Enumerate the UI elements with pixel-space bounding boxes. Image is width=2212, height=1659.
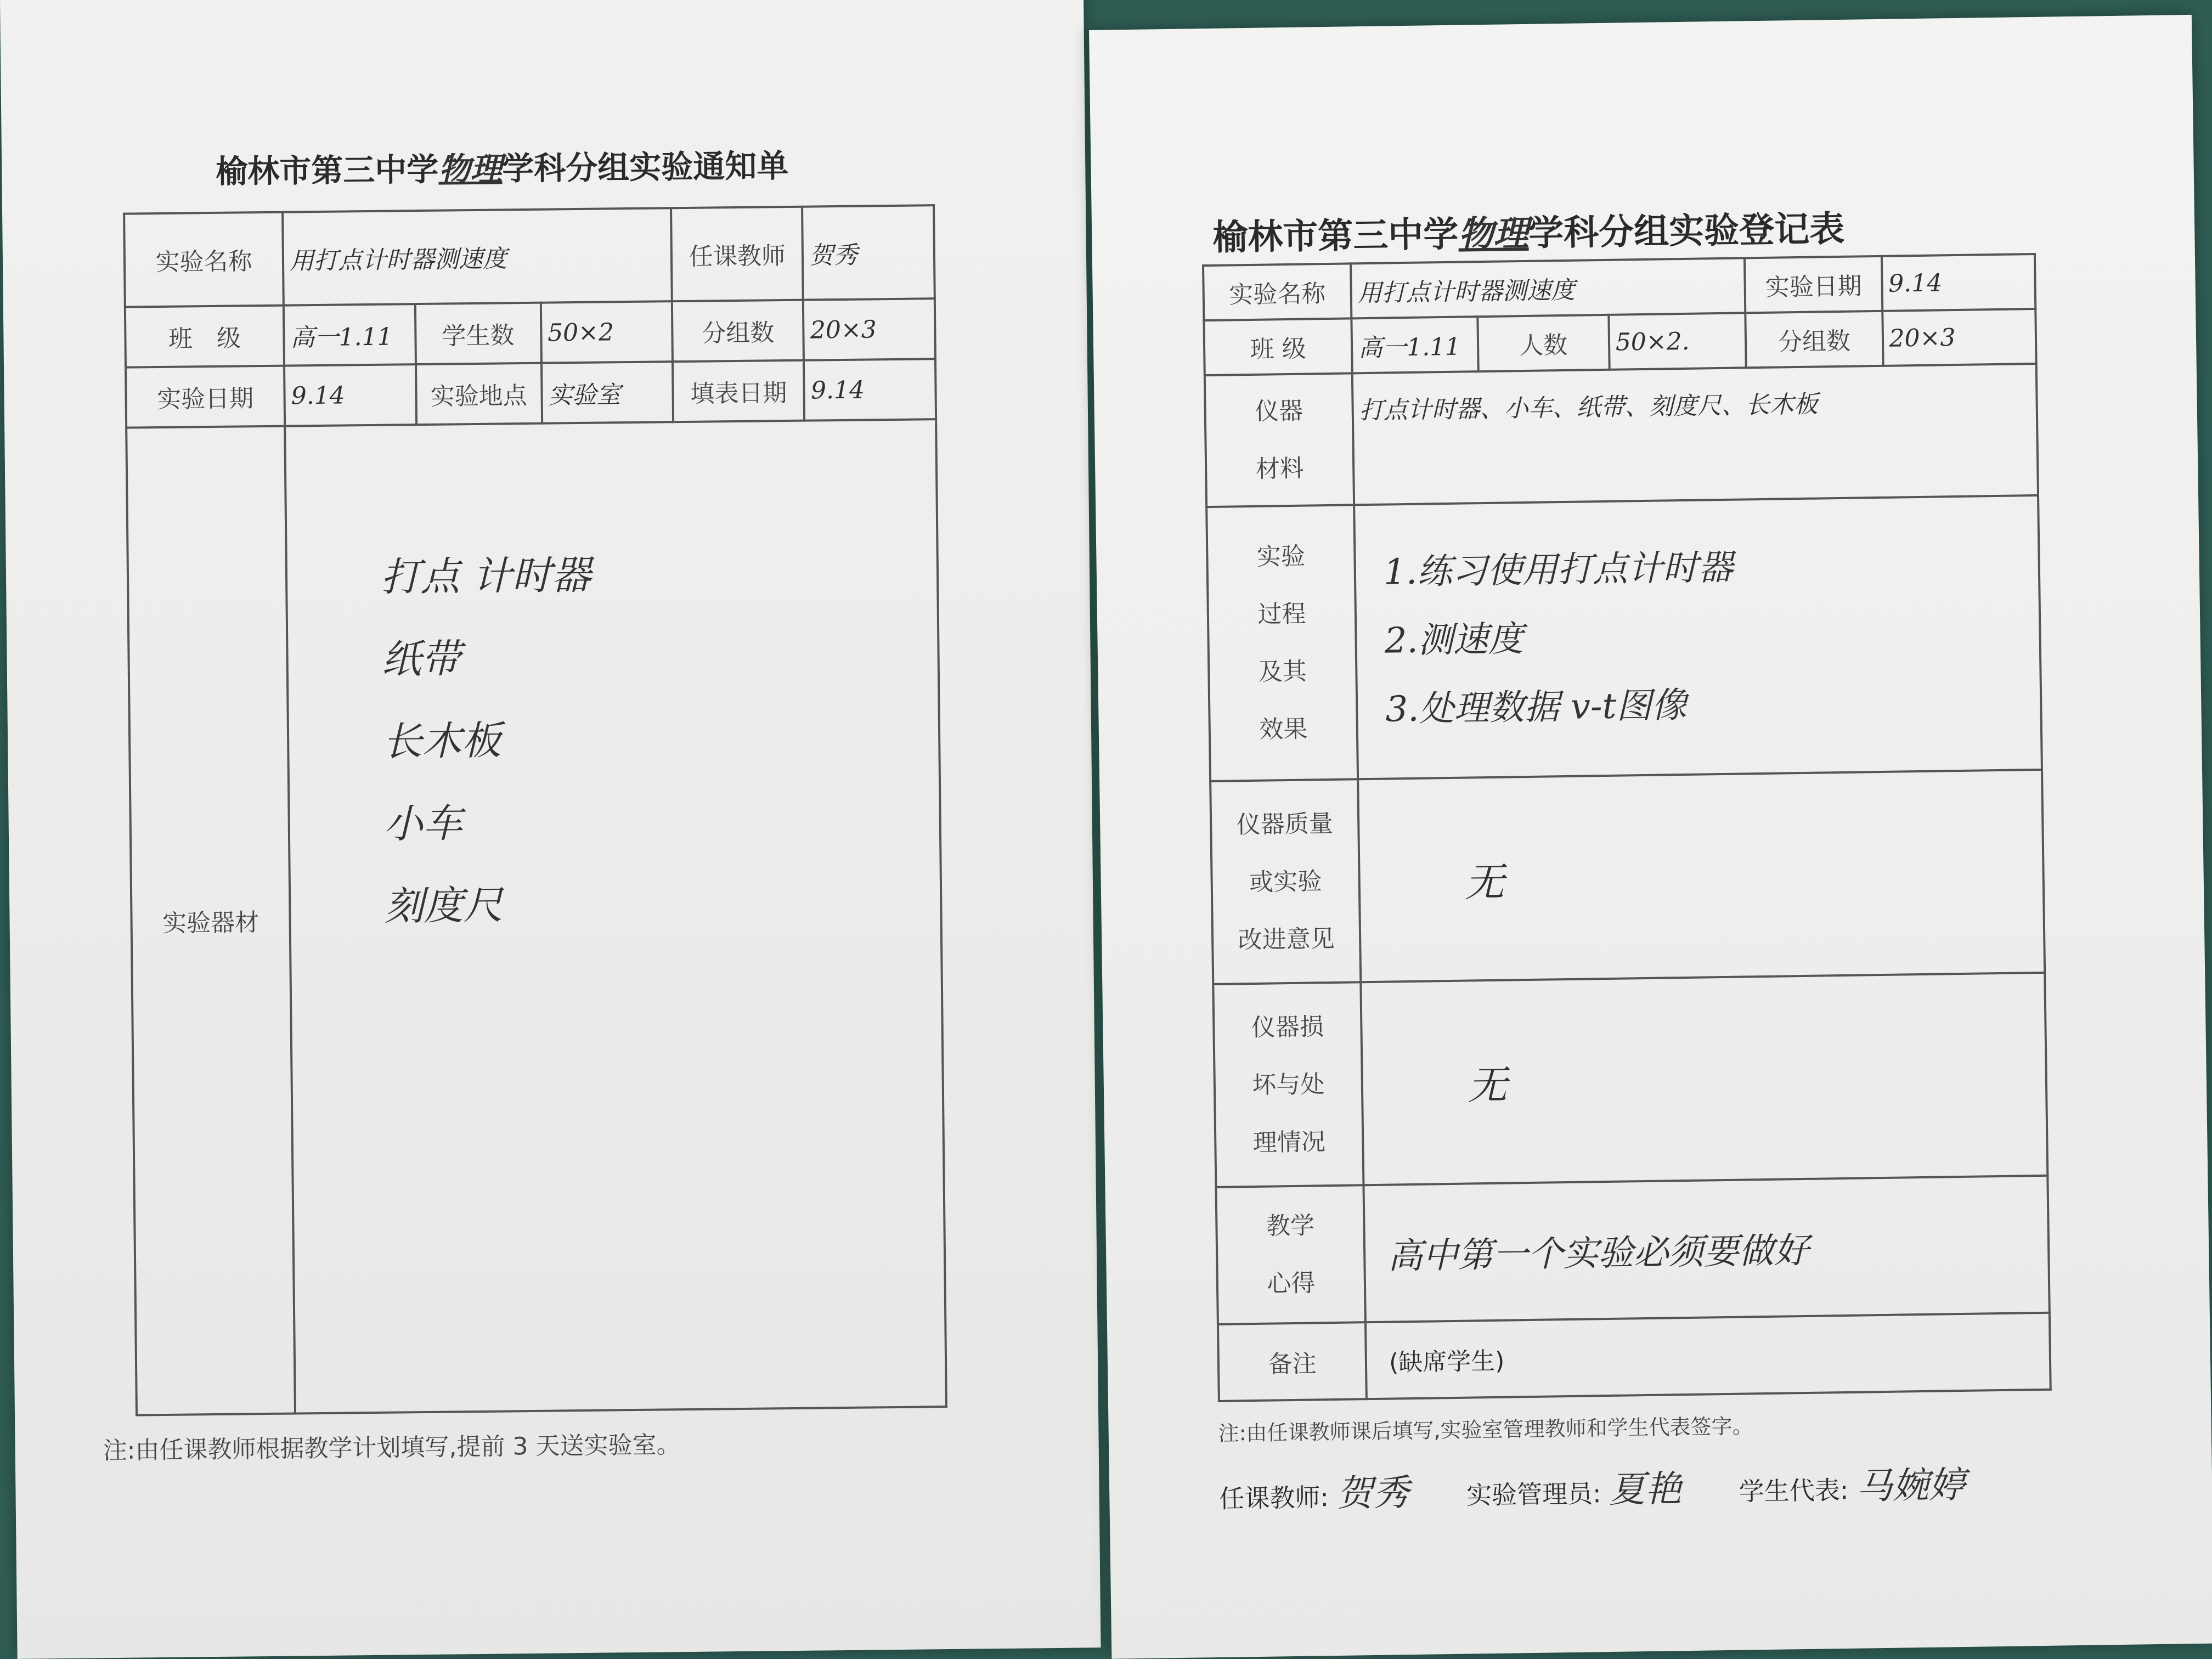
- admin-sig-label: 实验管理员:: [1466, 1479, 1601, 1510]
- teacher-sig-label: 任课教师:: [1219, 1482, 1329, 1514]
- value-exp-name: 用打点计时器测速度: [283, 208, 672, 305]
- equipment-item: 纸带: [381, 635, 461, 682]
- notice-sheet: [0, 0, 1101, 1659]
- label-insight: [1216, 1185, 1365, 1324]
- label-fill-date: 填表日期: [673, 360, 804, 422]
- label-line: 仪器: [1254, 397, 1304, 426]
- label-line: 坏与处: [1252, 1070, 1325, 1099]
- label-line: 效果: [1259, 715, 1308, 744]
- title-prefix: 榆林市第三中学: [1212, 214, 1459, 258]
- title-suffix: 学科分组实验通知单: [501, 146, 789, 188]
- label-equipment: 实验器材: [126, 426, 295, 1415]
- register-sheet: [1089, 15, 2212, 1659]
- label-remarks: 备注: [1218, 1322, 1367, 1401]
- value-exp-name: 用打点计时器测速度: [1351, 258, 1746, 318]
- label-quality: [1210, 779, 1361, 984]
- label-location: 实验地点: [416, 363, 542, 425]
- label-line: 材料: [1255, 454, 1305, 483]
- label-exp-name: 实验名称: [1203, 263, 1351, 320]
- process-step: 3.处理数据 v-t图像: [1385, 685, 1687, 730]
- value-instruments: 打点计时器、小车、纸带、刻度尺、长木板: [1352, 364, 2038, 505]
- label-teacher: 任课教师: [671, 207, 803, 301]
- register-table: [1202, 253, 2052, 1402]
- value-people: 50×2.: [1609, 313, 1746, 369]
- value-process: [1354, 495, 2042, 779]
- label-damage: [1213, 982, 1363, 1187]
- notice-title: [216, 140, 789, 192]
- value-teacher: 贺秀: [802, 205, 934, 300]
- label-line: 理情况: [1252, 1127, 1326, 1157]
- value-date: 9.14: [284, 364, 416, 426]
- process-step: 2.测速度: [1384, 619, 1524, 662]
- label-line: 过程: [1257, 600, 1306, 629]
- value-location: 实验室: [541, 362, 674, 424]
- value-damage: 无: [1361, 973, 2047, 1185]
- teacher-signature: 贺秀: [1336, 1471, 1409, 1515]
- title-subject: 物理: [438, 150, 503, 188]
- value-groups: 20×3: [1882, 309, 2036, 366]
- process-step: 1.练习使用打点计时器: [1383, 547, 1734, 593]
- value-exp-date: 9.14: [1881, 254, 2035, 311]
- value-class: 高一1.11: [1351, 317, 1478, 373]
- label-line: 仪器质量: [1236, 809, 1334, 839]
- label-students: 学生数: [415, 303, 541, 364]
- value-remarks: (缺席学生): [1365, 1313, 2051, 1399]
- label-line: 实验: [1256, 542, 1306, 571]
- label-instruments: [1205, 373, 1354, 507]
- value-students: 50×2: [541, 301, 673, 363]
- title-subject: 物理: [1458, 212, 1529, 255]
- signature-row: [1219, 1455, 1966, 1518]
- label-line: 或实验: [1249, 867, 1322, 896]
- title-prefix: 榆林市第三中学: [215, 150, 439, 190]
- label-groups: 分组数: [672, 300, 804, 362]
- equipment-item: 长木板: [382, 717, 501, 765]
- value-fill-date: 9.14: [804, 359, 936, 421]
- value-quality: 无: [1358, 770, 2045, 982]
- title-suffix: 学科分组实验登记表: [1528, 208, 1845, 254]
- label-exp-date: 实验日期: [1745, 256, 1882, 313]
- value-class: 高一1.11: [284, 304, 416, 366]
- label-exp-name: 实验名称: [124, 212, 284, 307]
- equipment-list: [285, 419, 946, 1413]
- label-people: 人数: [1477, 315, 1610, 371]
- notice-note: 注:由任课教师根据教学计划填写,提前 3 天送实验室。: [103, 1431, 681, 1465]
- student-signature: 马婉婷: [1856, 1463, 1966, 1508]
- equipment-item: 刻度尺: [384, 882, 503, 929]
- label-line: 心得: [1267, 1269, 1316, 1298]
- label-line: 仪器损: [1251, 1012, 1324, 1042]
- admin-signature: 夏艳: [1609, 1468, 1682, 1511]
- value-insight: 高中第一个实验必须要做好: [1364, 1176, 2050, 1322]
- student-sig-label: 学生代表:: [1739, 1475, 1849, 1506]
- equipment-item: 小车: [383, 800, 463, 847]
- value-groups: 20×3: [803, 298, 935, 360]
- label-date: 实验日期: [126, 366, 285, 428]
- equipment-item: 打点 计时器: [380, 551, 591, 600]
- label-process: [1206, 505, 1358, 781]
- label-line: 及其: [1258, 657, 1307, 686]
- label-line: 教学: [1266, 1211, 1315, 1240]
- label-groups: 分组数: [1746, 311, 1883, 368]
- label-class: 班 级: [125, 306, 284, 368]
- label-line: 改进意见: [1238, 924, 1335, 954]
- notice-table: [123, 204, 947, 1416]
- label-class: 班 级: [1204, 318, 1352, 375]
- register-title: [1212, 201, 1845, 260]
- register-note: 注:由任课教师课后填写,实验室管理教师和学生代表签字。: [1218, 1414, 1753, 1446]
